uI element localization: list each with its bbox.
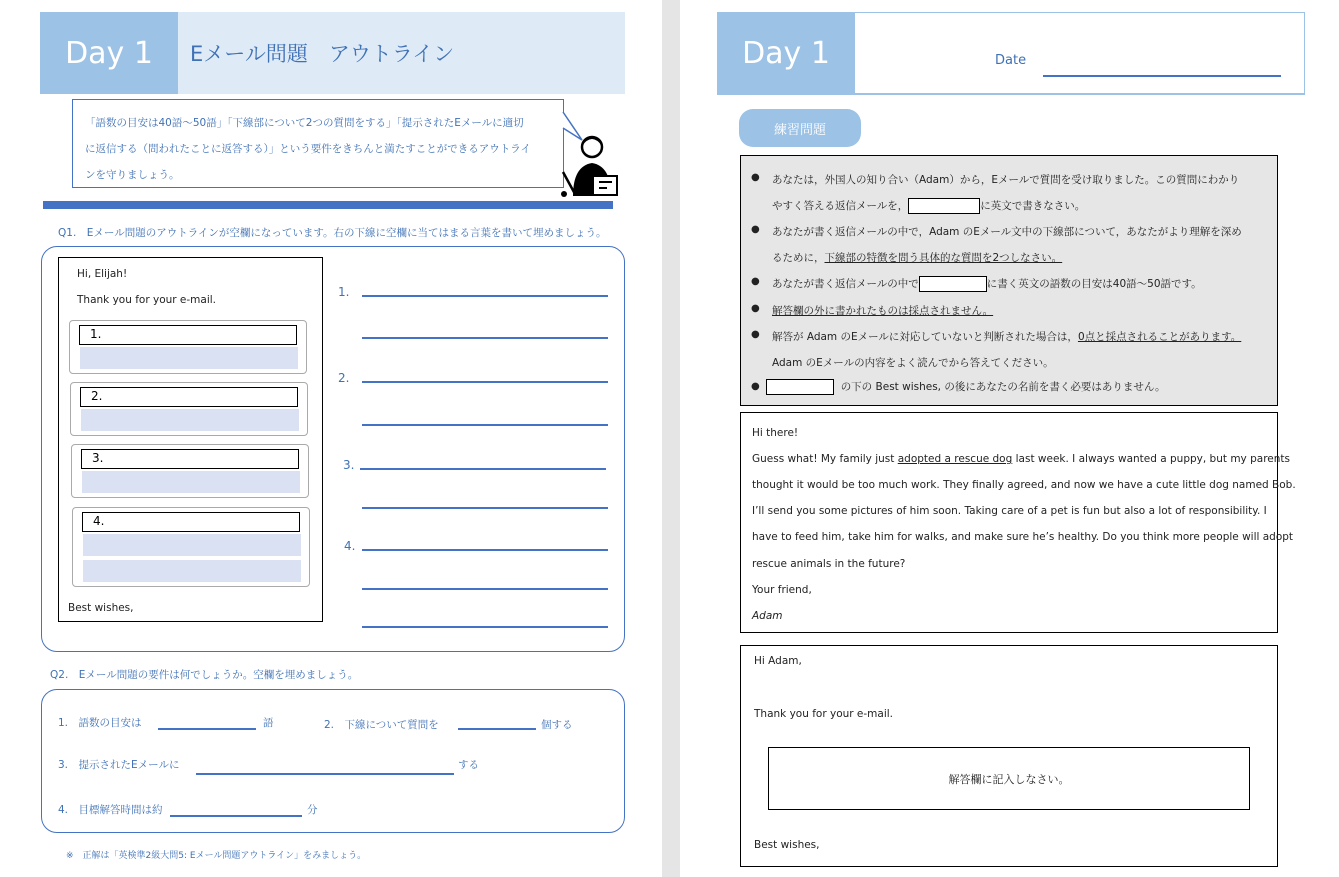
speech-bubble — [72, 99, 564, 188]
footnote: ※ 正解は「英検準2級大問5: Eメール問題アウトライン」をみましょう。 — [66, 851, 367, 861]
reply-answer-box[interactable] — [768, 747, 1250, 810]
answer-line[interactable] — [362, 626, 608, 628]
email-text: last week. I always wanted a puppy, but my parents — [1012, 453, 1290, 465]
instruction-text: 解答が Adam のEメールに対応していないと判断された場合は， — [772, 331, 1078, 343]
email-greeting: Hi, Elijah! — [77, 268, 128, 280]
instruction-text: あなたが書く返信メールの中で — [772, 278, 919, 290]
slot-label: 1. — [79, 325, 297, 345]
instruction-text: に英文で書きなさい。 — [980, 200, 1086, 212]
bullet: ● — [751, 172, 760, 183]
date-input-line[interactable] — [1043, 75, 1281, 77]
answer-line[interactable] — [362, 295, 608, 297]
outline-slot-3 — [71, 444, 309, 498]
slot-blank[interactable] — [81, 409, 299, 431]
bullet: ● — [751, 329, 760, 340]
answer-line[interactable] — [362, 507, 608, 509]
date-frame — [855, 12, 1305, 94]
answer-number: 3. — [343, 458, 355, 472]
email-line — [752, 453, 1290, 465]
requirement-4-label: 4. 目標解答時間は約 — [58, 804, 163, 816]
outline-slot-1 — [69, 320, 307, 374]
date-label: Date — [995, 53, 1027, 68]
speech-line: 「語数の目安は40語〜50語」「下線部について2つの質問をする」「提示されたEメールに適切 — [85, 117, 524, 129]
instructions-box — [740, 155, 1278, 406]
answer-line[interactable] — [362, 337, 608, 339]
day-label: Day 1 — [717, 12, 855, 94]
answer-number: 1. — [338, 285, 350, 299]
instruction-text: の下の Best wishes, の後にあなたの名前を書く必要はありません。 — [840, 381, 1166, 393]
section-divider — [43, 201, 613, 209]
email-thanks: Thank you for your e-mail. — [77, 294, 217, 306]
header-rule — [717, 93, 1305, 95]
page-title: Eメール問題 アウトライン — [178, 12, 625, 94]
answer-line[interactable] — [362, 424, 608, 426]
requirement-2-blank[interactable] — [458, 728, 536, 730]
instruction-text: に書く英文の語数の目安は40語〜50語です。 — [986, 278, 1202, 290]
question-1-text: Q1. Eメール問題のアウトラインが空欄になっています。右の下線に空欄に当てはまる言葉を書いて埋めましょう。 — [58, 227, 607, 239]
slot-blank[interactable] — [82, 471, 300, 493]
instruction-line — [766, 379, 1165, 395]
outline-slot-2 — [70, 382, 308, 436]
email-greeting: Hi there! — [752, 427, 799, 439]
email-signature: Adam — [752, 610, 783, 622]
reply-closing: Best wishes, — [754, 839, 820, 851]
slot-label: 4. — [82, 512, 300, 532]
email-text: Guess what! My family just — [752, 453, 898, 465]
instruction-text: やすく答える返信メールを， — [772, 200, 909, 212]
answer-line[interactable] — [362, 588, 608, 590]
instruction-underlined: 下線部の特徴を問う具体的な質問を2つしなさい。 — [824, 252, 1063, 264]
speech-line: に返信する（問われたことに返答する）」という要件をきちんと満たすことができるアウトライ — [85, 143, 531, 155]
reply-email — [740, 645, 1278, 867]
answer-line[interactable] — [362, 549, 608, 551]
instruction-line: 解答欄の外に書かれたものは採点されません。 — [772, 305, 994, 317]
requirement-2-unit: 個する — [541, 719, 573, 731]
worksheet-right-page — [680, 0, 1339, 877]
slot-label: 3. — [81, 449, 299, 469]
answer-line[interactable] — [362, 381, 608, 383]
bullet: ● — [751, 224, 760, 235]
slot-blank[interactable] — [83, 560, 301, 582]
instruction-underlined: 0点と採点されることがあります。 — [1077, 331, 1242, 343]
teacher-icon — [555, 130, 623, 198]
requirement-2-label: 2. 下線について質問を — [324, 719, 439, 731]
requirement-3-blank[interactable] — [196, 773, 454, 775]
speech-line: ンを守りましょう。 — [85, 169, 180, 181]
email-line: rescue animals in the future? — [752, 558, 906, 570]
worksheet-left-page — [0, 0, 662, 877]
email-line: thought it would be too much work. They finally agreed, and now we have a cute little dog named Bob. — [752, 479, 1296, 491]
requirement-4-blank[interactable] — [170, 815, 302, 817]
reply-box-label: 解答欄に記入しなさい。 — [948, 772, 1070, 786]
instruction-line — [772, 329, 1241, 344]
instruction-line: Adam のEメールの内容をよく読んでから答えてください。 — [772, 357, 1054, 369]
requirement-1-unit: 語 — [263, 717, 274, 729]
day-label: Day 1 — [40, 12, 178, 94]
incoming-email — [740, 412, 1296, 633]
requirement-1-blank[interactable] — [158, 728, 256, 730]
requirement-1-label: 1. 語数の目安は — [58, 717, 142, 729]
instruction-line — [772, 250, 1062, 265]
email-closing: Your friend, — [752, 584, 812, 596]
outline-slot-4 — [72, 507, 310, 587]
answer-box-symbol — [919, 276, 987, 292]
answer-line[interactable] — [360, 468, 606, 470]
answer-number: 2. — [338, 371, 350, 385]
instruction-line: あなたは，外国人の知り合い（Adam）から，Eメールで質問を受け取りました。この質問にわかり — [772, 174, 1240, 186]
requirement-4-unit: 分 — [307, 804, 318, 816]
instruction-line: あなたが書く返信メールの中で，Adam のEメール文中の下線部について，あなたがより理解を深め — [772, 226, 1242, 238]
instruction-line — [772, 198, 1085, 214]
requirement-3-unit: する — [458, 759, 479, 771]
email-line: have to feed him, take him for walks, and make sure he’s healthy. Do you think more people will adopt — [752, 531, 1294, 543]
answer-box-symbol — [908, 198, 980, 214]
email-line: I’ll send you some pictures of him soon. Taking care of a pet is fun but also a lot of responsibility. I — [752, 505, 1267, 517]
bullet: ● — [751, 276, 760, 287]
reply-thanks: Thank you for your e-mail. — [754, 708, 894, 720]
email-underlined-phrase: adopted a rescue dog — [897, 453, 1013, 465]
bullet: ● — [751, 381, 760, 392]
practice-badge: 練習問題 — [739, 109, 861, 147]
instruction-line — [772, 276, 1202, 292]
email-closing: Best wishes, — [68, 602, 134, 614]
bullet: ● — [751, 303, 760, 314]
question-2-text: Q2. Eメール問題の要件は何でしょうか。空欄を埋めましょう。 — [50, 669, 359, 681]
slot-blank[interactable] — [80, 347, 298, 369]
reply-greeting: Hi Adam, — [754, 655, 802, 667]
requirement-3-label: 3. 提示されたEメールに — [58, 759, 180, 771]
answer-number: 4. — [344, 539, 356, 553]
instruction-text: るために， — [772, 252, 825, 264]
answer-box-symbol — [766, 379, 834, 395]
slot-label: 2. — [80, 387, 298, 407]
email-outline — [58, 257, 323, 622]
slot-blank[interactable] — [83, 534, 301, 556]
